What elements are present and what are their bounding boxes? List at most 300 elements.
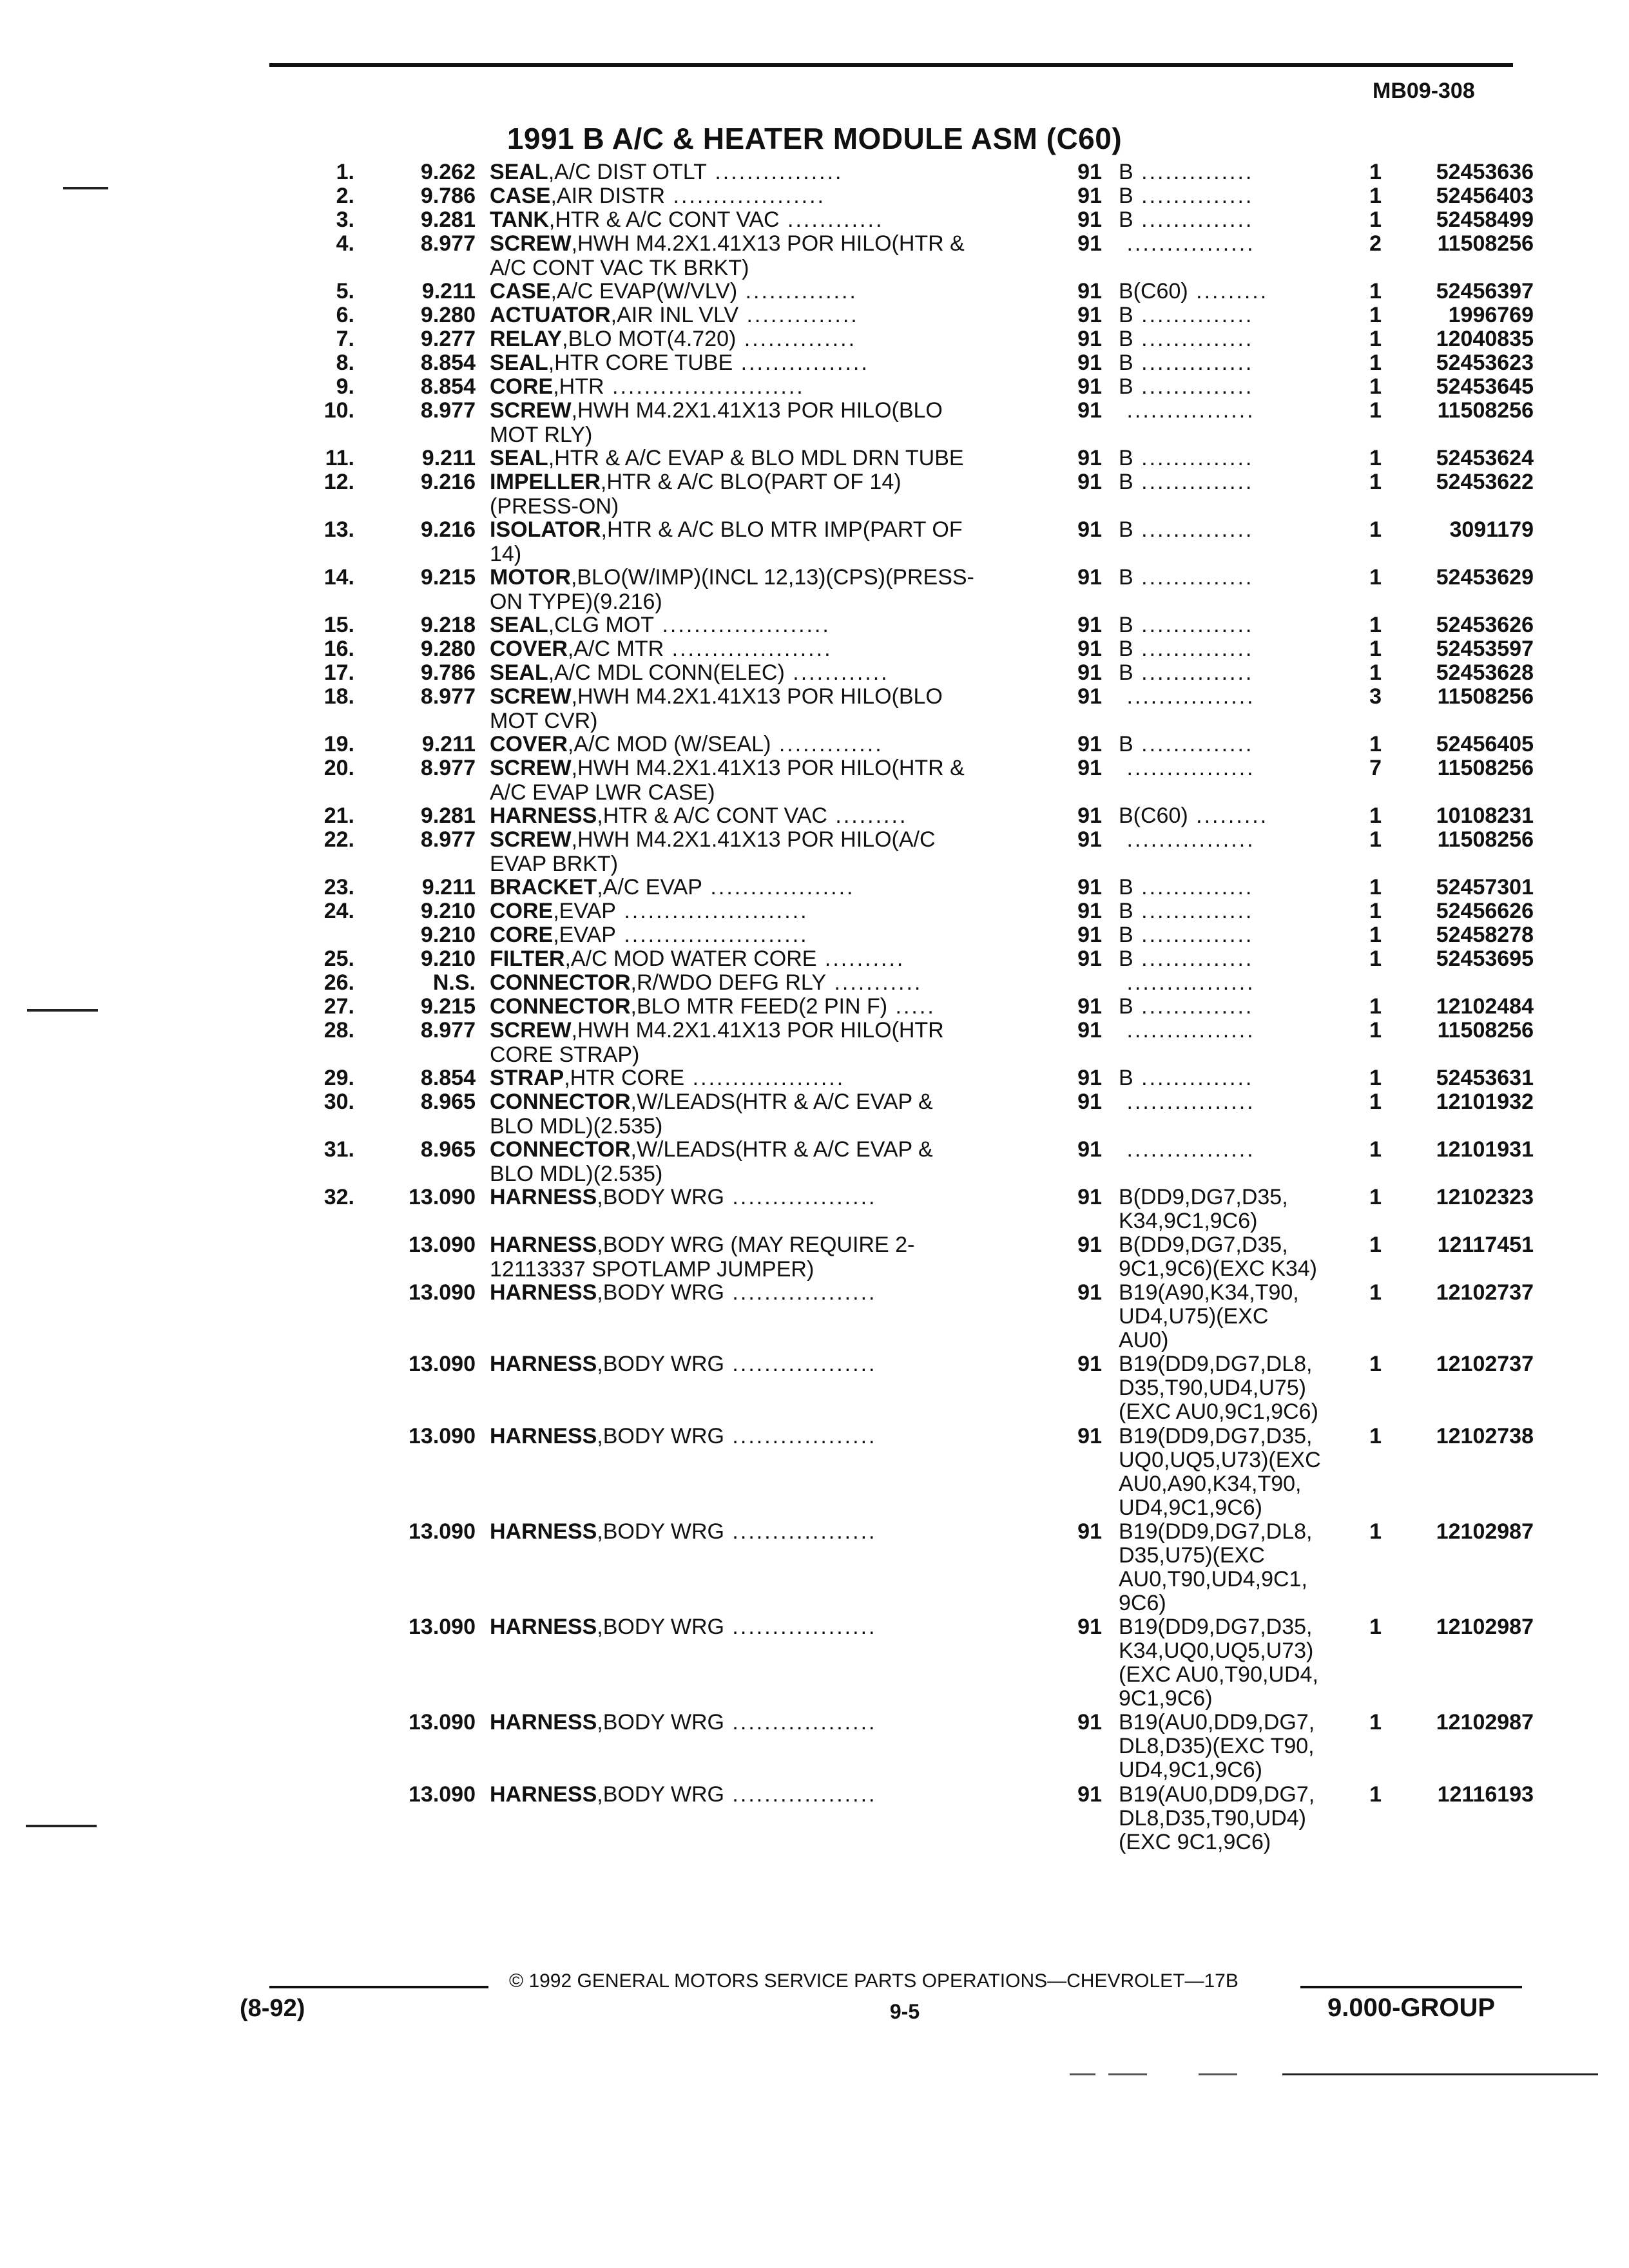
leader-dots: .............. <box>1133 947 1254 971</box>
model-text: B19(DD9,DG7,DL8, <box>1119 1352 1313 1376</box>
model-text: AU0,A90,K34,T90, <box>1119 1472 1302 1496</box>
description-line <box>490 303 1025 327</box>
part-description <box>490 279 1025 303</box>
model-code <box>1119 1734 1338 1758</box>
leader-dots: .............. <box>1133 899 1254 923</box>
footer-rule-right <box>1300 1986 1522 1988</box>
model-code <box>1119 160 1338 184</box>
description-text: ,BODY WRG <box>597 1519 724 1544</box>
item-number: 19. <box>323 732 354 756</box>
model-text: B <box>1119 374 1133 399</box>
model-year: 91 <box>1077 565 1102 590</box>
margin-mark <box>26 1825 97 1827</box>
description-line <box>490 875 1025 899</box>
description-line <box>490 899 1025 923</box>
model-text: D35,T90,UD4,U75) <box>1119 1376 1307 1400</box>
quantity: 1 <box>1369 1280 1382 1305</box>
part-keyword: HARNESS <box>490 1615 597 1639</box>
leader-dots: .............. <box>1133 565 1254 590</box>
part-keyword: HARNESS <box>490 1782 597 1807</box>
margin-mark <box>27 1009 98 1012</box>
part-number: 12102737 <box>1436 1280 1534 1305</box>
description-line <box>490 709 1025 733</box>
item-number: 7. <box>336 327 354 351</box>
model-text: 9C6) <box>1119 1591 1166 1615</box>
model-text: B <box>1119 947 1133 971</box>
group-number: 9.786 <box>420 184 476 208</box>
description-text: ,W/LEADS(HTR & A/C EVAP & <box>630 1090 933 1114</box>
description-text: ,A/C MTR <box>567 637 664 661</box>
item-number: 13. <box>323 517 354 542</box>
footer-group: 9.000-GROUP <box>1327 1994 1496 2022</box>
leader-dots: ............. <box>771 732 883 756</box>
part-number: 52458278 <box>1436 923 1534 947</box>
part-keyword: TANK <box>490 207 549 232</box>
part-number: 52456397 <box>1436 279 1534 303</box>
item-number: 23. <box>323 875 354 899</box>
model-code <box>1119 970 1338 995</box>
model-code <box>1119 303 1338 327</box>
group-number: 9.786 <box>420 660 476 685</box>
description-line <box>490 565 1025 590</box>
part-keyword: CASE <box>490 184 551 208</box>
model-code <box>1119 1567 1338 1591</box>
model-text: K34,9C1,9C6) <box>1119 1209 1258 1233</box>
model-text: B <box>1119 351 1133 375</box>
model-text: (EXC AU0,9C1,9C6) <box>1119 1399 1318 1424</box>
model-code <box>1119 231 1338 256</box>
part-keyword: SEAL <box>490 446 548 470</box>
model-code <box>1119 899 1338 923</box>
model-code <box>1119 1376 1338 1400</box>
model-code <box>1119 875 1338 899</box>
group-number: 8.854 <box>420 351 476 375</box>
leader-dots: ................ <box>1119 684 1255 709</box>
part-keyword: CONNECTOR <box>490 970 631 995</box>
part-description <box>490 875 1025 899</box>
item-number: 32. <box>323 1185 354 1209</box>
leader-dots: .................. <box>724 1352 877 1376</box>
part-number: 52453623 <box>1436 351 1534 375</box>
model-code <box>1119 827 1338 852</box>
model-year: 91 <box>1077 875 1102 899</box>
quantity: 1 <box>1369 947 1382 971</box>
group-number: 9.281 <box>420 207 476 232</box>
scan-artifact <box>1282 2073 1598 2075</box>
leader-dots: .............. <box>1133 303 1254 327</box>
model-year: 91 <box>1077 470 1102 494</box>
item-number: 3. <box>336 207 354 232</box>
part-number: 3091179 <box>1449 517 1534 542</box>
quantity: 1 <box>1369 470 1382 494</box>
model-code <box>1119 565 1338 590</box>
model-code <box>1119 1710 1338 1735</box>
model-year: 91 <box>1077 184 1102 208</box>
scan-artifact <box>1070 2073 1095 2075</box>
model-year: 91 <box>1077 446 1102 470</box>
scan-artifact <box>1199 2073 1237 2075</box>
group-number: 13.090 <box>409 1519 476 1544</box>
part-description <box>490 231 1025 280</box>
description-text: ,HWH M4.2X1.41X13 POR HILO(HTR & <box>571 231 965 256</box>
leader-dots: ......... <box>1188 803 1269 828</box>
part-description <box>490 446 1025 470</box>
group-number: 8.854 <box>420 1066 476 1090</box>
item-number: 5. <box>336 279 354 303</box>
part-keyword: ISOLATOR <box>490 517 601 542</box>
part-keyword: COVER <box>490 732 568 756</box>
part-number: 52453631 <box>1436 1066 1534 1090</box>
leader-dots: ................ <box>1119 231 1255 256</box>
part-number: 12101932 <box>1436 1090 1534 1114</box>
part-keyword: SCREW <box>490 1018 572 1043</box>
part-description <box>490 1424 1025 1448</box>
leader-dots: ..... <box>887 994 936 1019</box>
description-line <box>490 684 1025 709</box>
part-number: 10108231 <box>1436 803 1534 828</box>
part-number: 12116193 <box>1437 1782 1534 1807</box>
part-description <box>490 994 1025 1019</box>
description-text: ,BODY WRG <box>597 1710 724 1735</box>
item-number: 29. <box>323 1066 354 1090</box>
footer-page-number: 9-5 <box>889 2000 920 2023</box>
quantity: 1 <box>1369 875 1382 899</box>
leader-dots: .............. <box>1133 1066 1254 1090</box>
part-number: 12040835 <box>1436 327 1534 351</box>
description-text: ON TYPE)(9.216) <box>490 590 662 614</box>
item-number: 17. <box>323 660 354 685</box>
description-text: ,BODY WRG <box>597 1185 724 1209</box>
description-line <box>490 852 1025 876</box>
part-description <box>490 1090 1025 1139</box>
group-number: 13.090 <box>409 1615 476 1639</box>
model-year: 91 <box>1077 923 1102 947</box>
description-text: ,A/C MOD (W/SEAL) <box>567 732 771 756</box>
model-code <box>1119 1066 1338 1090</box>
model-text: B19(AU0,DD9,DG7, <box>1119 1710 1315 1735</box>
model-code <box>1119 1185 1338 1209</box>
part-keyword: SCREW <box>490 756 572 780</box>
leader-dots: .................. <box>702 875 855 899</box>
quantity: 1 <box>1369 1710 1382 1735</box>
leader-dots: ........................ <box>604 374 805 399</box>
model-year: 91 <box>1077 398 1102 423</box>
model-year: 91 <box>1077 517 1102 542</box>
model-code <box>1119 1782 1338 1807</box>
part-keyword: SCREW <box>490 231 572 256</box>
model-text: B <box>1119 446 1133 470</box>
part-keyword: SEAL <box>490 351 548 375</box>
part-number: 11508256 <box>1437 756 1534 780</box>
part-number: 11508256 <box>1437 398 1534 423</box>
description-line <box>490 803 1025 828</box>
part-description <box>490 184 1025 208</box>
leader-dots: ................ <box>1119 827 1255 852</box>
group-number: 13.090 <box>409 1233 476 1257</box>
leader-dots: .................. <box>724 1710 877 1735</box>
model-code <box>1119 1615 1338 1639</box>
model-year: 91 <box>1077 207 1102 232</box>
quantity: 1 <box>1369 374 1382 399</box>
model-text: B(DD9,DG7,D35, <box>1119 1233 1288 1257</box>
model-year: 91 <box>1077 1137 1102 1162</box>
part-description <box>490 160 1025 184</box>
quantity: 1 <box>1369 1018 1382 1043</box>
model-code <box>1119 803 1338 828</box>
part-number: 1996769 <box>1448 303 1534 327</box>
leader-dots: .............. <box>1133 327 1254 351</box>
model-text: B <box>1119 637 1133 661</box>
model-text: UD4,9C1,9C6) <box>1119 1758 1262 1782</box>
description-text: ,A/C EVAP(W/VLV) <box>550 279 738 303</box>
model-code <box>1119 279 1338 303</box>
quantity: 2 <box>1369 231 1382 256</box>
leader-dots: .............. <box>1133 637 1254 661</box>
model-code <box>1119 1472 1338 1496</box>
item-number: 22. <box>323 827 354 852</box>
footer-copyright: © 1992 GENERAL MOTORS SERVICE PARTS OPERATIONS—CHEVROLET—17B <box>509 1970 1239 1992</box>
part-description <box>490 1710 1025 1735</box>
item-number: 21. <box>323 803 354 828</box>
quantity: 1 <box>1369 1352 1382 1376</box>
model-code <box>1119 1280 1338 1305</box>
part-keyword: FILTER <box>490 947 565 971</box>
part-description <box>490 1233 1025 1282</box>
model-text: B <box>1119 470 1133 494</box>
group-number: 9.211 <box>421 875 476 899</box>
leader-dots: .............. <box>1133 660 1254 685</box>
leader-dots: .............. <box>1133 184 1254 208</box>
part-description <box>490 565 1025 614</box>
group-number: 9.215 <box>420 994 476 1019</box>
part-number: 11508256 <box>1437 231 1534 256</box>
group-number: 8.977 <box>420 756 476 780</box>
model-year: 91 <box>1077 756 1102 780</box>
model-text: B(C60) <box>1119 803 1188 828</box>
description-text: ,AIR DISTR <box>550 184 666 208</box>
group-number: 8.977 <box>420 684 476 709</box>
part-description <box>490 1137 1025 1186</box>
leader-dots: .................... <box>664 637 833 661</box>
group-number: 9.215 <box>420 565 476 590</box>
model-text: B(DD9,DG7,D35, <box>1119 1185 1288 1209</box>
group-number: 9.216 <box>420 517 476 542</box>
leader-dots: ................ <box>733 351 869 375</box>
group-number: 9.210 <box>420 923 476 947</box>
model-text: B <box>1119 613 1133 637</box>
part-description <box>490 947 1025 971</box>
item-number: 15. <box>323 613 354 637</box>
model-code <box>1119 446 1338 470</box>
description-text: 14) <box>490 542 522 566</box>
leader-dots: .............. <box>1133 994 1254 1019</box>
quantity: 1 <box>1369 303 1382 327</box>
description-line <box>490 1424 1025 1448</box>
leader-dots: .................. <box>724 1519 877 1544</box>
leader-dots: ....................... <box>615 899 809 923</box>
quantity: 1 <box>1369 637 1382 661</box>
quantity: 1 <box>1369 184 1382 208</box>
item-number: 8. <box>336 351 354 375</box>
model-code <box>1119 1591 1338 1615</box>
leader-dots: ................... <box>684 1066 845 1090</box>
part-number: 52453622 <box>1436 470 1534 494</box>
part-description <box>490 398 1025 447</box>
part-number: 52458499 <box>1436 207 1534 232</box>
part-keyword: HARNESS <box>490 1185 597 1209</box>
description-text: ,A/C MDL CONN(ELEC) <box>548 660 785 685</box>
description-text: ,HWH M4.2X1.41X13 POR HILO(HTR <box>571 1018 944 1043</box>
part-keyword: HARNESS <box>490 1280 597 1305</box>
model-year: 91 <box>1077 327 1102 351</box>
model-text: AU0) <box>1119 1328 1169 1352</box>
item-number: 2. <box>336 184 354 208</box>
model-code <box>1119 1018 1338 1043</box>
model-code <box>1119 637 1338 661</box>
part-description <box>490 803 1025 828</box>
description-text: ,BODY WRG <box>597 1782 724 1807</box>
quantity: 1 <box>1369 1615 1382 1639</box>
part-number: 12102323 <box>1436 1185 1534 1209</box>
description-line <box>490 1782 1025 1807</box>
description-line <box>490 1519 1025 1544</box>
part-description <box>490 756 1025 805</box>
description-text: ,A/C DIST OTLT <box>548 160 707 184</box>
part-description <box>490 1519 1025 1544</box>
group-number: 9.280 <box>420 637 476 661</box>
group-number: 8.977 <box>420 231 476 256</box>
description-text: MOT RLY) <box>490 423 593 447</box>
part-description <box>490 899 1025 923</box>
description-text: ,HWH M4.2X1.41X13 POR HILO(BLO <box>571 398 943 423</box>
description-line <box>490 1162 1025 1186</box>
leader-dots: .............. <box>1133 446 1254 470</box>
model-year: 91 <box>1077 899 1102 923</box>
description-line <box>490 827 1025 852</box>
model-code <box>1119 1328 1338 1352</box>
leader-dots: .............. <box>1133 875 1254 899</box>
scan-artifact <box>1108 2073 1147 2075</box>
part-description <box>490 517 1025 566</box>
description-text: A/C CONT VAC TK BRKT) <box>490 256 749 280</box>
leader-dots: ......... <box>1188 279 1269 303</box>
leader-dots: .................. <box>724 1782 877 1807</box>
model-code <box>1119 1662 1338 1687</box>
item-number: 20. <box>323 756 354 780</box>
model-text: K34,UQ0,UQ5,U73) <box>1119 1639 1314 1663</box>
item-number: 31. <box>323 1137 354 1162</box>
model-year: 91 <box>1077 1352 1102 1376</box>
page-title: 1991 B A/C & HEATER MODULE ASM (C60) <box>506 122 1123 155</box>
description-line <box>490 590 1025 614</box>
model-year: 91 <box>1077 660 1102 685</box>
part-description <box>490 1615 1025 1639</box>
model-code <box>1119 613 1338 637</box>
part-keyword: STRAP <box>490 1066 564 1090</box>
description-text: ,EVAP <box>553 923 616 947</box>
group-number: 8.977 <box>420 827 476 852</box>
quantity: 1 <box>1369 446 1382 470</box>
model-code <box>1119 684 1338 709</box>
model-code <box>1119 1352 1338 1376</box>
item-number: 1. <box>336 160 354 184</box>
description-text: MOT CVR) <box>490 709 598 733</box>
group-number: 8.854 <box>420 374 476 399</box>
description-text: ,BODY WRG (MAY REQUIRE 2- <box>597 1233 915 1257</box>
model-year: 91 <box>1077 303 1102 327</box>
model-code <box>1119 1424 1338 1448</box>
model-code <box>1119 517 1338 542</box>
part-description <box>490 327 1025 351</box>
leader-dots: ......... <box>827 803 908 828</box>
description-text: ,W/LEADS(HTR & A/C EVAP & <box>630 1137 933 1162</box>
description-text: A/C EVAP LWR CASE) <box>490 780 715 805</box>
model-code <box>1119 947 1338 971</box>
description-line <box>490 494 1025 519</box>
quantity: 1 <box>1369 613 1382 637</box>
part-description <box>490 1782 1025 1807</box>
description-line <box>490 1615 1025 1639</box>
model-code <box>1119 1806 1338 1831</box>
part-number: 12102738 <box>1436 1424 1534 1448</box>
part-keyword: CORE <box>490 374 554 399</box>
quantity: 3 <box>1369 684 1382 709</box>
description-line <box>490 660 1025 685</box>
part-description <box>490 1352 1025 1376</box>
model-code <box>1119 374 1338 399</box>
model-text: B <box>1119 207 1133 232</box>
quantity: 1 <box>1369 899 1382 923</box>
model-text: D35,U75)(EXC <box>1119 1543 1265 1568</box>
model-year: 91 <box>1077 1280 1102 1305</box>
model-text: (EXC AU0,T90,UD4, <box>1119 1662 1318 1687</box>
leader-dots: ................ <box>1119 756 1255 780</box>
leader-dots: .................. <box>724 1185 877 1209</box>
part-description <box>490 970 1025 995</box>
model-code <box>1119 994 1338 1019</box>
part-keyword: CONNECTOR <box>490 1137 631 1162</box>
part-description <box>490 1280 1025 1305</box>
description-line <box>490 374 1025 399</box>
description-text: ,HTR CORE TUBE <box>548 351 733 375</box>
description-line <box>490 1114 1025 1139</box>
model-year: 91 <box>1077 994 1102 1019</box>
item-number: 16. <box>323 637 354 661</box>
part-number: 12102987 <box>1436 1615 1534 1639</box>
part-number: 52453645 <box>1436 374 1534 399</box>
quantity: 1 <box>1369 1233 1382 1257</box>
quantity: 1 <box>1369 1137 1382 1162</box>
part-number: 11508256 <box>1437 827 1534 852</box>
group-number: 13.090 <box>409 1280 476 1305</box>
model-code <box>1119 756 1338 780</box>
group-number: 9.218 <box>420 613 476 637</box>
leader-dots: ........... <box>826 970 923 995</box>
part-number: 12117451 <box>1437 1233 1534 1257</box>
part-keyword: SEAL <box>490 660 548 685</box>
model-year: 91 <box>1077 732 1102 756</box>
part-keyword: HARNESS <box>490 1424 597 1448</box>
part-number: 52456405 <box>1436 732 1534 756</box>
model-text: B19(AU0,DD9,DG7, <box>1119 1782 1315 1807</box>
description-line <box>490 446 1025 470</box>
description-line <box>490 351 1025 375</box>
model-text: B19(A90,K34,T90, <box>1119 1280 1299 1305</box>
model-text: 9C1,9C6)(EXC K34) <box>1119 1256 1318 1281</box>
model-text: B <box>1119 184 1133 208</box>
description-line <box>490 1280 1025 1305</box>
model-text: UD4,U75)(EXC <box>1119 1304 1269 1329</box>
